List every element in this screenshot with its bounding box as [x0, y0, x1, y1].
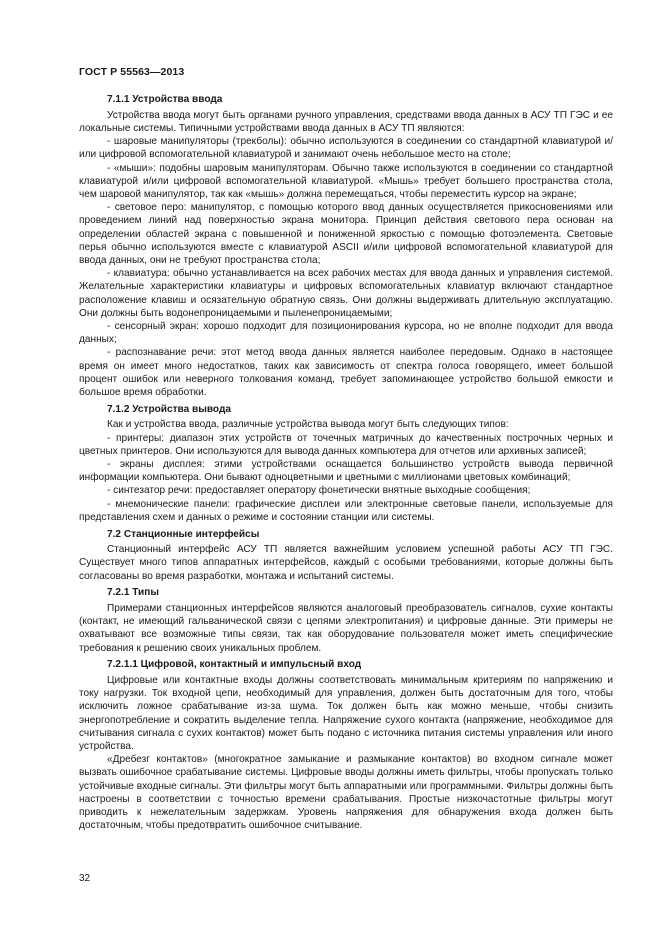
paragraph: «Дребезг контактов» (многократное замыкание и размыкание контактов) во входном сигнале может вызвать ошибочное срабатывание системы. Цифровые вводы должны иметь фильтры, чтобы пропускать только устойчивые входные сигналы. Эти фильтры могут быть аппаратными или программными. Фильтры должны быть настроены в соответствии с точностью времени срабатывания. Простые низкочастотные фильтры могут приводить к нежелательным задержкам. Уровень напряжения для обнаружения входа должен быть достаточным, чтобы предотвратить ошибочное считывание.	[79, 754, 613, 832]
paragraph: - клавиатура: обычно устанавливается на всех рабочих местах для ввода данных и управления системой. Желательные характеристики клавиатуры и цифровых вспомогательных клавиатур включают стандартное расположение клавиш и осязательную обратную связь. Они должны выдерживать длительную эксплуатацию. Они должны быть водонепроницаемыми и пыленепроницаемыми;	[79, 268, 613, 319]
section-heading: 7.2.1 Типы	[107, 587, 159, 599]
section-heading: 7.1.1 Устройства ввода	[107, 94, 223, 105]
paragraph: Как и устройства ввода, различные устройства вывода могут быть следующих типов:	[107, 419, 509, 431]
paragraph: - принтеры: диапазон этих устройств от точечных матричных до качественных построчных черных и цветных принтеров. Они используются для вывода данных компьютера для отчетов или архивных записей;	[79, 432, 613, 457]
section-heading: 7.2 Станционные интерфейсы	[107, 528, 260, 540]
paragraph: Цифровые или контактные входы должны соответствовать минимальным критериям по напряжению и току нагрузки. Ток входной цепи, необходимый для управления, должен быть достаточным для того, чтобы исключить ложное срабатывание из-за шума. Ток должен быть как можно меньше, чтобы снизить энергопотребление и сократить выделение тепла. Напряжение сухого контакта (напряжение, необходимое для считывания сигнала с сухих контактов) может быть подано с источника питания системы управления или иного устройства.	[79, 675, 613, 753]
section-heading: 7.2.1.1 Цифровой, контактный и импульсный вход	[107, 659, 362, 671]
paragraph: - распознавание речи: этот метод ввода данных является наиболее передовым. Однако в настоящее время он имеет много недостатков, таких как зависимость от спектра голоса говорящего, имеет большой процент ошибок или неверного толкования команд, требует запоминающее устройство большой емкости и большое время обработки.	[79, 347, 613, 398]
paragraph: - световое перо: манипулятор, с помощью которого ввод данных осуществляется прикосновениями или проведением линий над поверхностью экрана монитора. Принцип действия светового пера основан на определении областей экрана с повышенной и пониженной яркостью с помощью фотоэлемента. Световые перья обычно используются вместе с клавиатурой ASCII и/или цифровой вспомогательной клавиатурой для ввода данных, они не требуют пространства стола;	[79, 202, 613, 266]
page-header: ГОСТ Р 55563—2013	[79, 66, 185, 78]
document-body	[79, 93, 613, 832]
paragraph: Устройства ввода могут быть органами ручного управления, средствами ввода данных в АСУ ТП ГЭС и ее локальные системы. Типичными устройствами ввода данных в АСУ ТП являются:	[79, 109, 613, 134]
paragraph: - мнемонические панели: графические дисплеи или электронные световые панели, используемые для представления схем и данных о режиме и состоянии станции или системы.	[79, 498, 613, 523]
paragraph: - сенсорный экран: хорошо подходит для позиционирования курсора, но не вполне подходит для ввода данных;	[79, 320, 613, 346]
paragraph: - «мыши»: подобны шаровым манипуляторам. Обычно также используются в соединении со стандартной клавиатурой и/или цифровой вспомогательной клавиатурой. «Мышь» требует большего пространства стола, чем шаровой манипулятор, так как «мышь» должна перемещаться, чтобы переместить курсор на экране;	[79, 162, 613, 200]
paragraph: - экраны дисплея: этими устройствами оснащается большинство устройств вывода первичной информации компьютера. Они бывают одноцветными и цветными с миллионами цветовых комбинаций;	[79, 458, 613, 484]
section-heading: 7.1.2 Устройства вывода	[107, 403, 231, 415]
paragraph: - шаровые манипуляторы (трекболы): обычно используются в соединении со стандартной клавиатурой и/или цифровой вспомогательной клавиатурой и занимают очень небольшое место на столе;	[79, 136, 613, 161]
paragraph: Примерами станционных интерфейсов являются аналоговый преобразователь сигналов, сухие контакты (контакт, не имеющий гальванической связи с цепями электропитания) и цифровые данные. Эти примеры не охватывают все возможные типы связи, так как оборудование пользователя может иметь специфические требования к решению своих уникальных проблем.	[79, 603, 613, 654]
paragraph: - синтезатор речи: предоставляет оператору фонетически внятные выходные сообщения;	[107, 485, 531, 497]
page-number: 32	[79, 873, 91, 884]
paragraph: Станционный интерфейс АСУ ТП является важнейшим условием успешной работы АСУ ТП ГЭС. Существует много типов аппаратных интерфейсов, каждый с особыми требованиями, которые должны быть согласованы во время разработки, монтажа и испытаний системы.	[79, 544, 613, 582]
